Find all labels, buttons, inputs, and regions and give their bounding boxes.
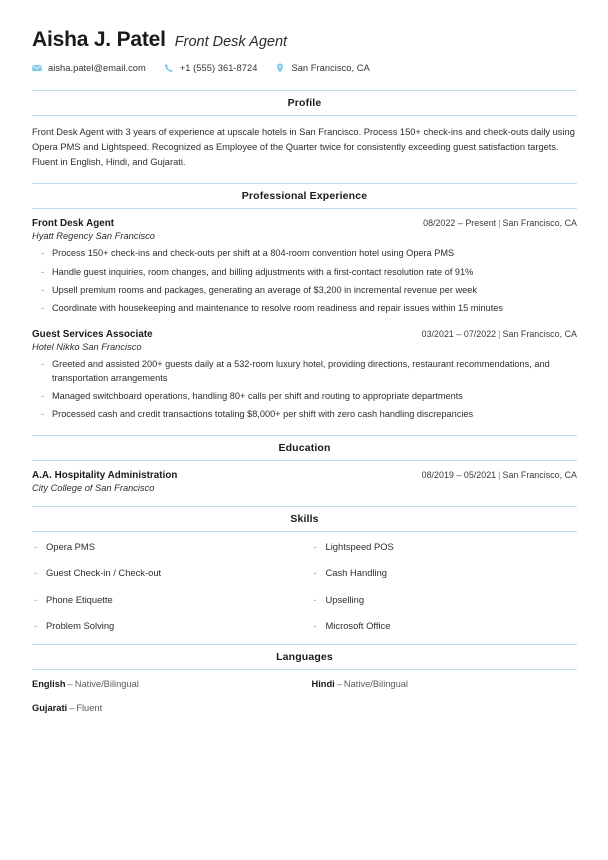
experience-bullet-text: Upsell premium rooms and packages, generating an average of $3,200 in incremental revenue per week bbox=[52, 284, 477, 295]
experience-organization: Hyatt Regency San Francisco bbox=[32, 231, 155, 242]
skill-label: Guest Check-in / Check-out bbox=[46, 567, 162, 579]
bullet-dash: - bbox=[41, 248, 45, 259]
experience-bullet bbox=[32, 390, 577, 404]
candidate-name: Aisha J. Patel bbox=[32, 28, 166, 51]
experience-location: San Francisco, CA bbox=[502, 328, 577, 339]
language-dash: – bbox=[336, 679, 342, 690]
language-level: Native/Bilingual bbox=[343, 679, 409, 690]
skill-item bbox=[312, 541, 578, 552]
skills-columns bbox=[32, 541, 577, 631]
experience-organization: Hotel Nikko San Francisco bbox=[32, 341, 142, 352]
experience-location: San Francisco, CA bbox=[502, 218, 577, 229]
skill-label: Phone Etiquette bbox=[46, 593, 113, 605]
language-level: Fluent bbox=[76, 703, 103, 714]
section-skills bbox=[32, 506, 577, 631]
language-name: Hindi bbox=[311, 679, 335, 690]
meta-separator: | bbox=[498, 328, 501, 339]
experience-meta bbox=[423, 218, 577, 228]
experience-bullet bbox=[32, 266, 577, 280]
experience-bullet bbox=[32, 302, 577, 316]
education-entry bbox=[32, 470, 577, 493]
bullet-dash: - bbox=[41, 358, 45, 369]
experience-role: Front Desk Agent bbox=[32, 218, 115, 230]
experience-bullet-list bbox=[32, 247, 577, 316]
bullet-dash: - bbox=[41, 284, 45, 295]
profile-summary-text: Front Desk Agent with 3 years of experience at upscale hotels in San Francisco. Process 150+ check-ins and check-outs daily using Opera PMS and Lightspeed. Recognized as Employee of the Quarter twice for consistently exceeding guest satisfaction targets. Fluent in English, Hindi, and Gujarati. bbox=[32, 127, 575, 168]
skills-column-left bbox=[32, 541, 305, 631]
language-dash: – bbox=[67, 679, 73, 690]
experience-bullet bbox=[32, 284, 577, 298]
experience-role: Guest Services Associate bbox=[32, 328, 153, 340]
bullet-dash: - bbox=[313, 619, 317, 631]
bullet-dash: - bbox=[34, 567, 38, 579]
experience-bullet-list bbox=[32, 358, 577, 422]
experience-bullet bbox=[32, 358, 577, 386]
experience-entry-header bbox=[32, 329, 577, 340]
skill-label: Microsoft Office bbox=[325, 619, 391, 631]
phone-icon bbox=[164, 63, 174, 73]
section-languages bbox=[32, 644, 577, 727]
section-title-languages: Languages bbox=[32, 644, 577, 670]
education-degree: A.A. Hospitality Administration bbox=[32, 470, 178, 482]
language-item bbox=[32, 679, 305, 690]
experience-bullet-text: Processed cash and credit transactions totaling $8,000+ per shift with zero cash handling discrepancies bbox=[52, 409, 474, 420]
resume-header bbox=[32, 28, 577, 51]
languages-grid bbox=[32, 679, 577, 727]
contact-email-value: aisha.patel@email.com bbox=[48, 63, 146, 74]
experience-entry-header bbox=[32, 218, 577, 229]
section-profile bbox=[32, 90, 577, 170]
education-institution: City College of San Francisco bbox=[32, 483, 155, 494]
experience-bullet-text: Managed switchboard operations, handling 80+ calls per shift and routing to appropriate departments bbox=[52, 391, 463, 402]
envelope-icon bbox=[32, 63, 42, 73]
bullet-dash: - bbox=[41, 409, 45, 420]
bullet-dash: - bbox=[34, 593, 38, 605]
education-entry-header bbox=[32, 470, 577, 481]
section-title-skills: Skills bbox=[32, 506, 577, 532]
language-name: English bbox=[32, 679, 66, 690]
meta-separator: | bbox=[498, 470, 501, 481]
skill-label: Upselling bbox=[325, 593, 365, 605]
contact-location-value: San Francisco, CA bbox=[291, 63, 370, 74]
skill-item bbox=[32, 620, 305, 631]
experience-bullet bbox=[32, 247, 577, 261]
skill-item bbox=[312, 594, 578, 605]
bullet-dash: - bbox=[41, 391, 45, 402]
education-location: San Francisco, CA bbox=[502, 470, 577, 481]
bullet-dash: - bbox=[313, 593, 317, 605]
experience-meta bbox=[422, 329, 577, 339]
skill-item bbox=[312, 567, 578, 578]
experience-entry bbox=[32, 218, 577, 316]
skill-label: Lightspeed POS bbox=[325, 541, 394, 553]
skill-label: Problem Solving bbox=[46, 619, 115, 631]
experience-bullet-text: Coordinate with housekeeping and maintenance to resolve room readiness and repair issues within 15 minutes bbox=[52, 303, 503, 314]
experience-dates: 08/2022 – Present bbox=[423, 218, 497, 229]
skill-label: Cash Handling bbox=[325, 567, 387, 579]
experience-bullet bbox=[32, 408, 577, 422]
experience-bullet-text: Handle guest inquiries, room changes, and billing adjustments with a first-contact resolution rate of 91% bbox=[52, 266, 474, 277]
skill-item bbox=[32, 594, 305, 605]
contact-phone-value: +1 (555) 361-8724 bbox=[179, 63, 258, 74]
experience-entry bbox=[32, 329, 577, 422]
skill-item bbox=[312, 620, 578, 631]
experience-dates: 03/2021 – 07/2022 bbox=[421, 328, 497, 339]
language-item bbox=[32, 703, 305, 714]
bullet-dash: - bbox=[41, 303, 45, 314]
bullet-dash: - bbox=[34, 541, 38, 553]
contact-phone[interactable] bbox=[164, 63, 258, 73]
skills-column-right bbox=[305, 541, 578, 631]
section-title-profile: Profile bbox=[32, 90, 577, 116]
experience-bullet-text: Greeted and assisted 200+ guests daily at a 532-room luxury hotel, providing directions, restaurant recommendations, and transportation arrangements bbox=[52, 358, 550, 383]
contact-email[interactable] bbox=[32, 63, 146, 73]
meta-separator: | bbox=[498, 218, 501, 229]
bullet-dash: - bbox=[313, 541, 317, 553]
bullet-dash: - bbox=[41, 266, 45, 277]
skill-item bbox=[32, 567, 305, 578]
section-title-education: Education bbox=[32, 435, 577, 461]
section-experience bbox=[32, 183, 577, 422]
skill-item bbox=[32, 541, 305, 552]
bullet-dash: - bbox=[313, 567, 317, 579]
experience-bullet-text: Process 150+ check-ins and check-outs per shift at a 804-room convention hotel using Opera PMS bbox=[52, 248, 455, 259]
language-dash: – bbox=[69, 703, 75, 714]
contact-row bbox=[32, 63, 577, 73]
section-education bbox=[32, 435, 577, 493]
language-item bbox=[305, 679, 578, 690]
location-pin-icon bbox=[275, 63, 285, 73]
skill-label: Opera PMS bbox=[46, 541, 95, 553]
section-title-experience: Professional Experience bbox=[32, 183, 577, 209]
education-meta bbox=[422, 470, 577, 480]
contact-location[interactable] bbox=[275, 63, 369, 73]
bullet-dash: - bbox=[34, 619, 38, 631]
language-level: Native/Bilingual bbox=[74, 679, 139, 690]
language-name: Gujarati bbox=[32, 703, 68, 714]
education-dates: 08/2019 – 05/2021 bbox=[421, 470, 497, 481]
candidate-job-title: Front Desk Agent bbox=[174, 34, 288, 50]
